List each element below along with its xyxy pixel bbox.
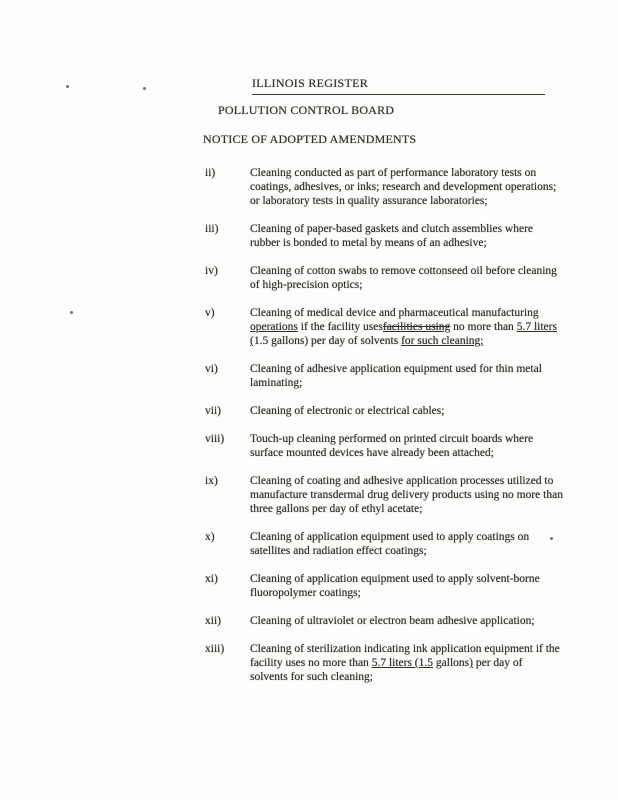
- item-text: [250, 432, 563, 460]
- list-item: [205, 306, 565, 348]
- item-text: [250, 166, 563, 208]
- scan-speck: [550, 537, 553, 540]
- text-segment-plain: no more than: [450, 321, 517, 333]
- item-text: [250, 264, 563, 292]
- text-segment-plain: Cleaning of paper-based gaskets and clutch assemblies where rubber is bonded to metal by means of an adhesive;: [250, 223, 534, 249]
- item-text: [250, 642, 563, 684]
- item-number: xii): [205, 615, 221, 627]
- item-text: [250, 404, 563, 418]
- text-segment-plain: Cleaning of adhesive application equipment used for thin metal laminating;: [250, 363, 542, 389]
- item-text: [250, 530, 563, 558]
- item-text: [250, 306, 563, 348]
- scan-speck: [143, 87, 146, 90]
- list-item: [205, 474, 565, 516]
- text-segment-plain: Cleaning of cotton swabs to remove cottonseed oil before cleaning of high-precision optics;: [250, 265, 557, 291]
- item-text: [250, 572, 563, 600]
- list-item: [205, 572, 565, 600]
- text-segment-plain: Touch-up cleaning performed on printed circuit boards where surface mounted devices have already been attached;: [250, 433, 534, 459]
- item-number: iii): [205, 223, 219, 235]
- text-segment-insert: ): [469, 657, 473, 669]
- register-title: ILLINOIS REGISTER: [252, 76, 369, 90]
- item-text: [250, 474, 563, 516]
- item-number: iv): [205, 265, 218, 277]
- text-segment-plain: if the facility uses: [297, 321, 383, 333]
- notice-title: NOTICE OF ADOPTED AMENDMENTS: [203, 132, 417, 146]
- text-segment-plain: Cleaning of application equipment used to apply solvent-borne fluoropolymer coatings;: [250, 573, 540, 599]
- text-segment-plain: per day of solvents for such cleaning;: [250, 657, 523, 683]
- item-number: xiii): [205, 643, 225, 655]
- text-segment-plain: Cleaning of coating and adhesive application processes utilized to manufacture transdermal drug delivery products using no more than three gallons per day of ethyl acetate;: [250, 475, 563, 515]
- list-item: [205, 362, 565, 390]
- scan-speck: [70, 311, 73, 314]
- text-segment-plain: gallons: [433, 657, 470, 669]
- text-segment-plain: 1.5 gallons) per day of solvents: [253, 335, 402, 347]
- text-segment-plain: Cleaning of ultraviolet or electron beam adhesive application;: [250, 615, 535, 627]
- list-item: [205, 222, 565, 250]
- list-item: [205, 642, 565, 684]
- text-segment-insert: 5.7 liters (1.5: [371, 657, 434, 669]
- item-number: viii): [205, 433, 225, 445]
- list-item: [205, 166, 565, 208]
- item-number: vi): [205, 363, 218, 375]
- list-item: [205, 404, 565, 418]
- item-text: [250, 222, 563, 250]
- item-number: vii): [205, 405, 221, 417]
- text-segment-delete: facilities using: [382, 321, 451, 333]
- text-segment-plain: Cleaning of electronic or electrical cables;: [250, 405, 445, 417]
- text-segment-insert: operations: [250, 321, 298, 333]
- text-segment-plain: Cleaning of medical device and pharmaceutical manufacturing: [250, 307, 539, 319]
- item-number: xi): [205, 573, 218, 585]
- text-segment-plain: Cleaning of application equipment used to apply coatings on satellites and radiation effect coatings;: [250, 531, 530, 557]
- list-item: [205, 614, 565, 628]
- list-item: [205, 264, 565, 292]
- item-number: ix): [205, 475, 218, 487]
- text-segment-plain: Cleaning of sterilization indicating ink application equipment if the facility uses no more than: [250, 643, 560, 669]
- item-number: ii): [205, 167, 216, 179]
- item-text: [250, 362, 563, 390]
- amendment-list: [205, 166, 565, 698]
- scan-speck: [66, 85, 69, 88]
- text-segment-plain: Cleaning conducted as part of performance laboratory tests on coatings, adhesives, or inks; research and development operations; or laboratory tests in quality assurance laboratories;: [250, 167, 557, 207]
- text-segment-insert: for such cleaning;: [401, 335, 484, 347]
- list-item: [205, 432, 565, 460]
- register-title-rule: [252, 74, 545, 95]
- text-segment-insert: 5.7 liters (: [250, 321, 557, 347]
- organization-title: POLLUTION CONTROL BOARD: [218, 103, 395, 117]
- list-item: [205, 530, 565, 558]
- item-number: x): [205, 531, 215, 543]
- item-number: v): [205, 307, 215, 319]
- item-text: [250, 614, 563, 628]
